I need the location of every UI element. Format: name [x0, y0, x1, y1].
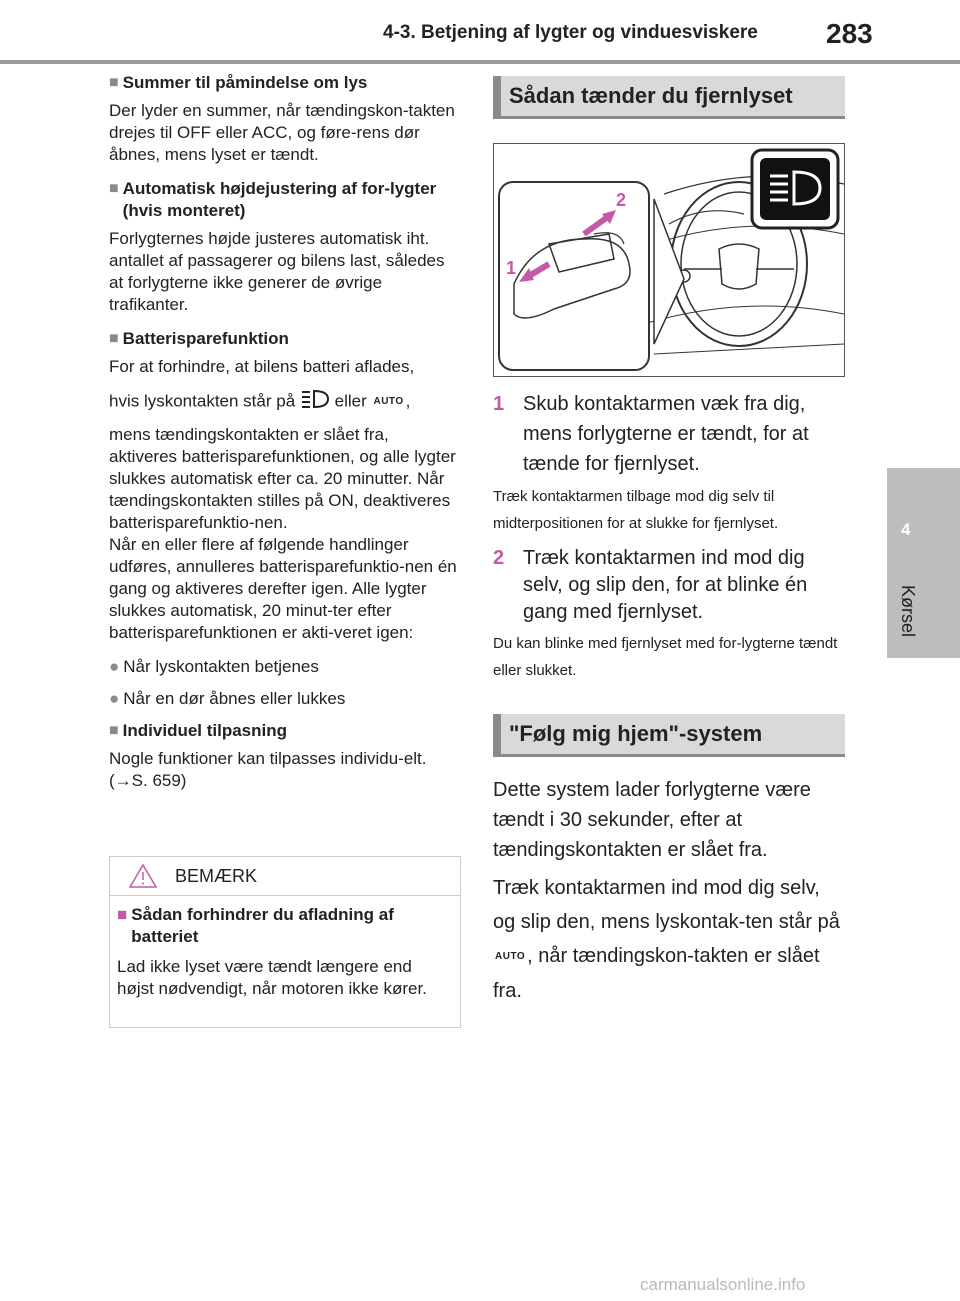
paragraph: Forlygternes højde justeres automatisk iht. antallet af passagerer og bilens last, således at forlygterne ikke generer de øvrige trafikanter. — [109, 229, 445, 314]
square-bullet-icon: ■ — [117, 905, 128, 924]
lever-illustration — [493, 143, 845, 377]
step-2-note: Du kan blinke med fjernlyset med for-lygterne tændt eller slukket. — [493, 635, 838, 679]
section-title-bar — [493, 714, 845, 757]
square-bullet-icon: ■ — [109, 330, 119, 347]
right-column — [493, 72, 845, 1008]
list-item: ● Når en dør åbnes eller lukkes — [109, 689, 346, 708]
notice-subheading: ■ Sådan forhindrer du afladning af batteriet — [117, 905, 394, 946]
step-1: 1 Skub kontaktarmen væk fra dig, mens forlygterne er tændt, for at tænde for fjernlyset. — [493, 393, 809, 475]
notice-box — [109, 856, 461, 1028]
watermark: carmanualsonline.info — [640, 1275, 806, 1294]
section-heading: ■ Batterisparefunktion — [109, 329, 289, 348]
step-2: 2 Træk kontaktarmen ind mod dig selv, og slip den, for at blinke én gang med fjernlyset. — [493, 547, 808, 623]
list-item: ● Når lyskontakten betjenes — [109, 657, 319, 676]
paragraph: Nogle funktioner kan tilpasses individu-elt. (→S. 659) — [109, 749, 427, 790]
square-bullet-icon: ■ — [109, 180, 119, 197]
round-bullet-icon: ● — [109, 657, 120, 676]
auto-icon: AUTO — [373, 396, 404, 407]
square-bullet-icon: ■ — [109, 74, 119, 91]
notice-label: BEMÆRK — [175, 866, 258, 886]
paragraph: mens tændingskontakten er slået fra, aktiveres batterisparefunktionen, og alle lygter slukkes automatisk efter ca. 20 minutter. Når tændingskontakten stilles på ON, deaktiveres batterisparefunktio-nen. — [109, 425, 456, 532]
section-heading: ■ Summer til påmindelse om lys — [109, 73, 368, 92]
illustration-label-1: 1 — [506, 258, 517, 278]
step-1-note: Træk kontaktarmen tilbage mod dig selv til midterpositionen for at slukke for fjernlyset. — [493, 488, 779, 532]
left-column — [109, 72, 461, 804]
header-rule — [0, 60, 960, 64]
warning-triangle-icon — [128, 863, 158, 894]
page-number: 283 — [826, 18, 873, 49]
chapter-tab-label: Kørsel — [898, 585, 918, 638]
paragraph-with-icon: Træk kontaktarmen ind mod dig selv, og slip den, mens lyskontak-ten står på AUTO , når tændingskon-takten er slået fra. — [493, 877, 840, 1002]
notice-header — [110, 857, 460, 896]
paragraph: Dette system lader forlygterne være tændt i 30 sekunder, efter at tændingskontakten er slået fra. — [493, 779, 811, 861]
section-heading: ■ Individuel tilpasning — [109, 721, 288, 740]
paragraph-with-icons: hvis lyskontakten står på eller AUTO , — [109, 388, 461, 416]
section-title: Sådan tænder du fjernlyset — [509, 83, 793, 108]
round-bullet-icon: ● — [109, 689, 120, 708]
headlight-icon — [300, 388, 330, 416]
paragraph: Når en eller flere af følgende handlinger udføres, annulleres batterisparefunktio-nen én gang og aktiveres derefter igen. Alle lygter slukkes automatisk, 20 minut-ter efter batterisparefunktionen er akti-veret igen: — [109, 535, 457, 642]
square-bullet-icon: ■ — [109, 722, 119, 739]
paragraph: Der lyder en summer, når tændingskon-takten drejes til OFF eller ACC, og føre-rens dør åbnes, mens lyset er tændt. — [109, 101, 455, 164]
section-title-bar — [493, 76, 845, 119]
section-heading: ■ Automatisk højdejustering af for-lygter (hvis monteret) — [109, 179, 437, 220]
notice-text: Lad ikke lyset være tændt længere end højst nødvendigt, når motoren ikke kører. — [117, 957, 427, 998]
auto-icon: AUTO — [495, 950, 526, 962]
chapter-tab-number: 4 — [901, 520, 911, 539]
illustration-label-2: 2 — [616, 190, 627, 210]
paragraph: For at forhindre, at bilens batteri aflades, — [109, 357, 415, 376]
section-title: "Følg mig hjem"-system — [509, 721, 763, 746]
page-title: 4-3. Betjening af lygter og vinduesviskere — [383, 22, 758, 43]
